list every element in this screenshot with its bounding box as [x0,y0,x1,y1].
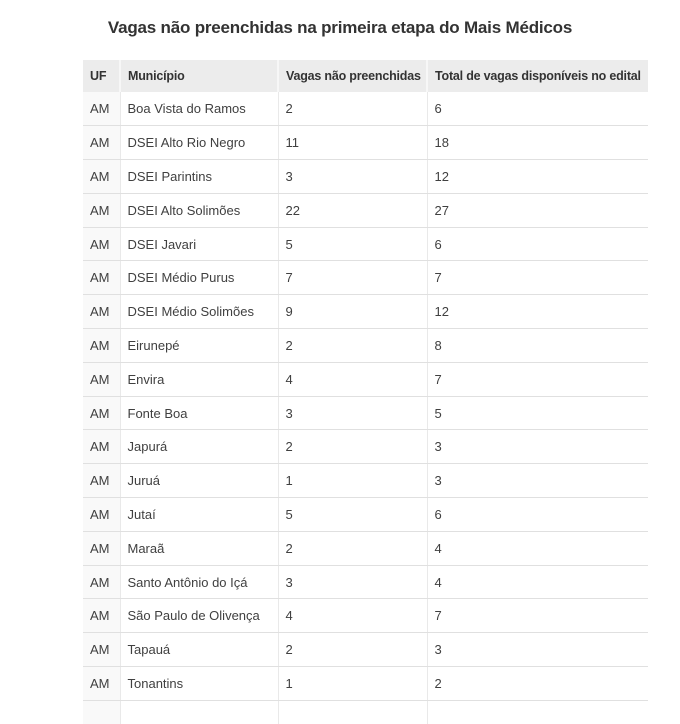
vagas-cell: 4 [278,599,427,633]
vagas-cell: 3 [278,565,427,599]
table-row [83,599,648,633]
table-header [83,60,648,92]
uf-cell: AM [83,160,120,194]
table-row [83,667,648,701]
vagas-cell: 7 [278,261,427,295]
total-cell: 6 [427,92,648,126]
table-row [83,531,648,565]
empty-cell [278,700,427,724]
table-row [83,633,648,667]
uf-cell: AM [83,430,120,464]
uf-cell: AM [83,92,120,126]
total-cell: 3 [427,633,648,667]
table-row [83,362,648,396]
vagas-cell: 22 [278,193,427,227]
table-row [83,126,648,160]
municipio-cell: DSEI Médio Solimões [120,295,278,329]
column-header-uf: UF [83,60,120,92]
table-body [83,92,648,724]
total-cell: 12 [427,160,648,194]
uf-cell: AM [83,329,120,363]
municipio-cell: DSEI Javari [120,227,278,261]
total-cell: 7 [427,362,648,396]
uf-cell: AM [83,362,120,396]
table-row [83,464,648,498]
total-cell: 4 [427,565,648,599]
uf-cell: AM [83,396,120,430]
table-row [83,193,648,227]
municipio-cell: Maraã [120,531,278,565]
vagas-cell: 2 [278,329,427,363]
municipio-cell: Japurá [120,430,278,464]
table-row [83,227,648,261]
total-cell: 4 [427,531,648,565]
column-header-total-vagas: Total de vagas disponíveis no edital [427,60,648,92]
table-row [83,261,648,295]
table-row [83,498,648,532]
table-row [83,329,648,363]
table-row [83,92,648,126]
municipio-cell: DSEI Alto Rio Negro [120,126,278,160]
municipio-cell: Santo Antônio do Içá [120,565,278,599]
municipio-cell: Eirunepé [120,329,278,363]
municipio-cell: São Paulo de Olivença [120,599,278,633]
uf-cell: AM [83,193,120,227]
page-title: Vagas não preenchidas na primeira etapa do Mais Médicos [107,18,573,37]
uf-cell: AM [83,599,120,633]
table-row [83,430,648,464]
total-cell: 2 [427,667,648,701]
empty-cell [427,700,648,724]
municipio-cell: DSEI Médio Purus [120,261,278,295]
vagas-cell: 5 [278,227,427,261]
partial-row [83,700,648,724]
vagas-cell: 5 [278,498,427,532]
municipio-cell: Envira [120,362,278,396]
total-cell: 6 [427,498,648,532]
total-cell: 18 [427,126,648,160]
uf-cell: AM [83,565,120,599]
uf-cell: AM [83,227,120,261]
total-cell: 3 [427,464,648,498]
vagas-cell: 1 [278,464,427,498]
vacancies-table-container [83,60,648,724]
uf-cell: AM [83,126,120,160]
vagas-cell: 2 [278,430,427,464]
vagas-cell: 4 [278,362,427,396]
total-cell: 7 [427,599,648,633]
table-row [83,295,648,329]
municipio-cell: Boa Vista do Ramos [120,92,278,126]
table-row [83,396,648,430]
table-row [83,565,648,599]
vagas-cell: 2 [278,92,427,126]
uf-cell: AM [83,295,120,329]
uf-cell: AM [83,261,120,295]
vacancies-table [83,60,648,724]
municipio-cell: Jutaí [120,498,278,532]
uf-cell: AM [83,667,120,701]
total-cell: 8 [427,329,648,363]
vagas-cell: 11 [278,126,427,160]
vagas-cell: 9 [278,295,427,329]
table-row [83,160,648,194]
uf-cell: AM [83,531,120,565]
vagas-cell: 2 [278,633,427,667]
header-row [83,60,648,92]
uf-cell: AM [83,633,120,667]
column-header-vagas-nao-preenchidas: Vagas não preenchidas [278,60,427,92]
column-header-municipio: Município [120,60,278,92]
municipio-cell: DSEI Parintins [120,160,278,194]
total-cell: 5 [427,396,648,430]
uf-cell: AM [83,464,120,498]
total-cell: 27 [427,193,648,227]
municipio-cell: Juruá [120,464,278,498]
total-cell: 3 [427,430,648,464]
municipio-cell: Tapauá [120,633,278,667]
vagas-cell: 2 [278,531,427,565]
total-cell: 12 [427,295,648,329]
vagas-cell: 3 [278,160,427,194]
total-cell: 6 [427,227,648,261]
municipio-cell: Tonantins [120,667,278,701]
vagas-cell: 1 [278,667,427,701]
vagas-cell: 3 [278,396,427,430]
empty-cell [83,700,120,724]
municipio-cell: DSEI Alto Solimões [120,193,278,227]
municipio-cell: Fonte Boa [120,396,278,430]
total-cell: 7 [427,261,648,295]
empty-cell [120,700,278,724]
uf-cell: AM [83,498,120,532]
